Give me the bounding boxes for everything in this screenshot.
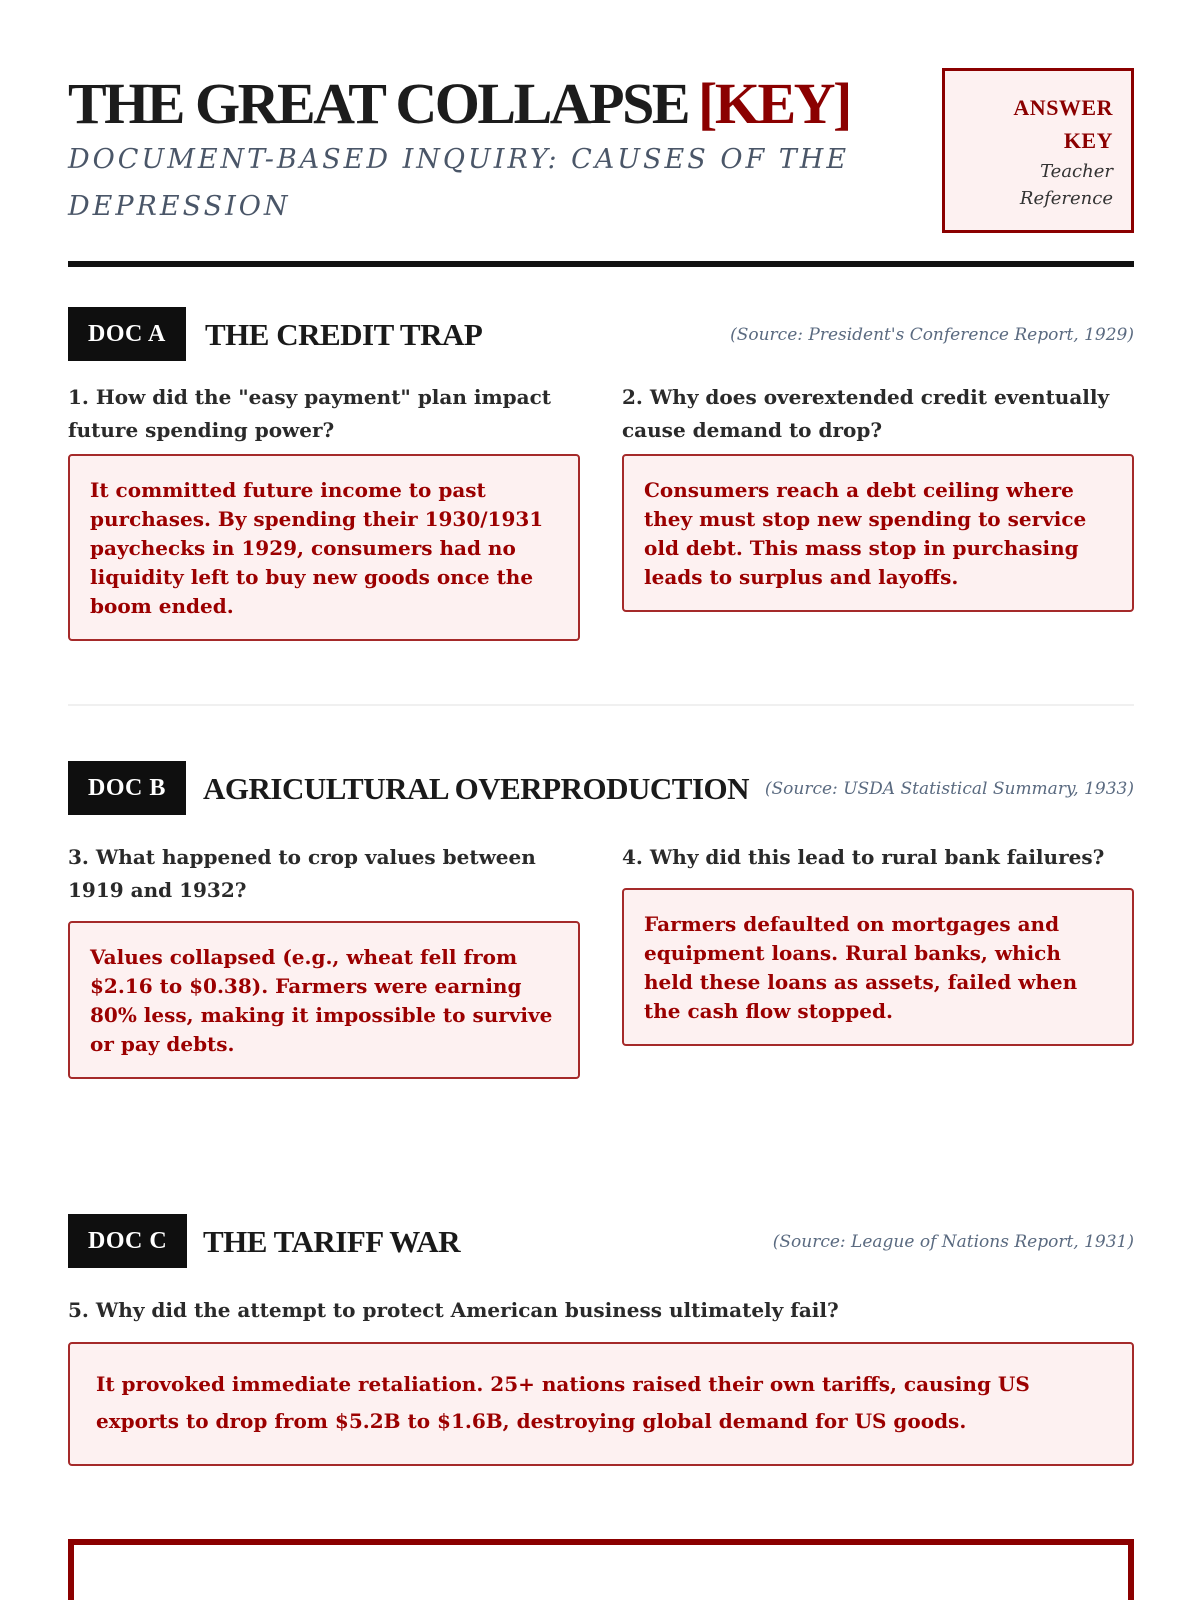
page-title — [68, 72, 850, 136]
answer-box: Consumers reach a debt ceiling where they must stop new spending to service old debt. This mass stop in purchasing leads to surplus and layoffs. — [622, 454, 1134, 612]
question-block-5 — [68, 1294, 1134, 1466]
question-block-1 — [68, 381, 580, 641]
question-text: 5. Why did the attempt to protect American business ultimately fail? — [68, 1298, 839, 1322]
section-header — [68, 761, 1134, 815]
section-header — [68, 1214, 1134, 1268]
section-title: THE CREDIT TRAP — [205, 317, 483, 352]
title-key-tag: [KEY] — [698, 71, 850, 136]
title-text: THE GREAT COLLAPSE — [68, 71, 689, 136]
answer-box: Values collapsed (e.g., wheat fell from $2.16 to $0.38). Farmers were earning 80% less, making it impossible to survive or pay debts. — [68, 921, 580, 1079]
synthesis-box — [68, 1539, 1134, 1600]
section-source: (Source: USDA Statistical Summary, 1933) — [764, 779, 1134, 799]
doc-badge: DOC A — [68, 307, 186, 361]
section-doc-c — [68, 1214, 1134, 1433]
section-source: (Source: League of Nations Report, 1931) — [772, 1232, 1134, 1252]
answer-key-label: ANSWER KEY — [1013, 95, 1113, 153]
answer-key-box — [942, 68, 1134, 233]
section-source: (Source: President's Conference Report, 1929) — [730, 325, 1134, 345]
section-doc-b — [68, 761, 1134, 1056]
section-title: AGRICULTURAL OVERPRODUCTION — [203, 771, 750, 806]
page-subtitle: DOCUMENT-BASED INQUIRY: CAUSES OF THE DEPRESSION — [68, 144, 850, 222]
section-title: THE TARIFF WAR — [203, 1224, 461, 1259]
worksheet-page — [68, 0, 1134, 1433]
doc-badge: DOC B — [68, 761, 186, 815]
section-header — [68, 307, 1134, 361]
answer-box: It committed future income to past purchases. By spending their 1930/1931 paychecks in 1929, consumers had no liquidity left to buy new goods once the boom ended. — [68, 454, 580, 641]
question-text: 1. How did the "easy payment" plan impact future spending power? — [68, 385, 551, 442]
question-block-4 — [622, 841, 1134, 1046]
question-text: 3. What happened to crop values between 1919 and 1932? — [68, 845, 536, 902]
question-text: 2. Why does overextended credit eventually cause demand to drop? — [622, 385, 1110, 442]
doc-badge: DOC C — [68, 1214, 187, 1268]
question-text: 4. Why did this lead to rural bank failures? — [622, 845, 1105, 869]
question-block-3 — [68, 841, 580, 1079]
answer-box: It provoked immediate retaliation. 25+ nations raised their own tariffs, causing US exports to drop from $5.2B to $1.6B, destroying global demand for US goods. — [68, 1342, 1134, 1466]
question-block-2 — [622, 381, 1134, 612]
answer-key-sub: Teacher Reference — [1019, 161, 1113, 209]
header-rule — [68, 261, 1134, 267]
worksheet-header — [68, 0, 1134, 268]
section-doc-a — [68, 307, 1134, 618]
answer-box: Farmers defaulted on mortgages and equipment loans. Rural banks, which held these loans as assets, failed when the cash flow stopped. — [622, 888, 1134, 1046]
section-divider — [68, 704, 1134, 706]
